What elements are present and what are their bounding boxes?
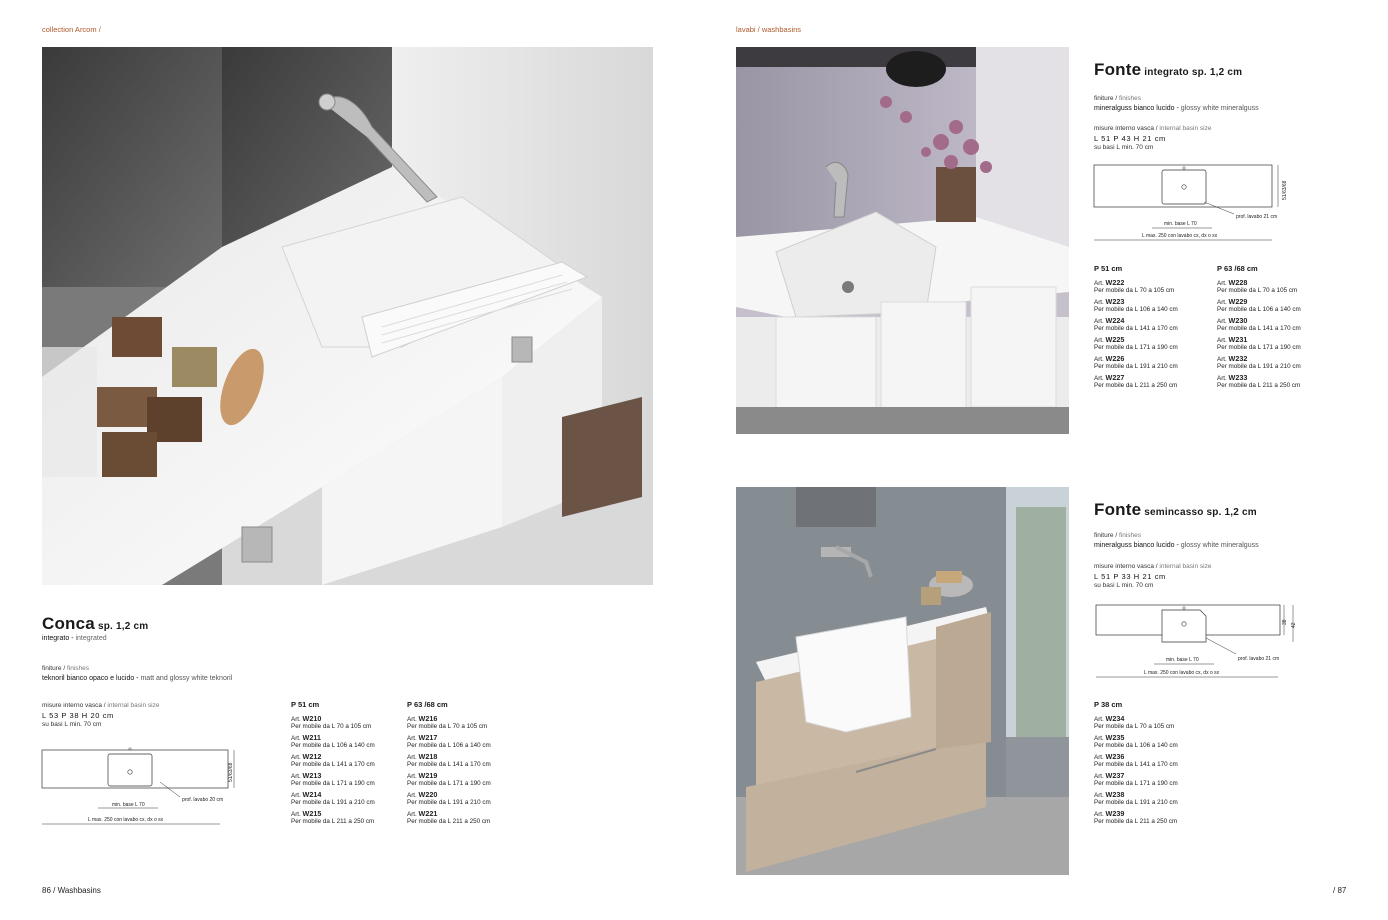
article-prefix: Art. — [1217, 337, 1227, 344]
article-code: W235 — [1105, 733, 1125, 742]
fonte-integrato-finishes-label: finiture / finishes — [1094, 95, 1141, 102]
conca-finishes-label-en: finishes — [66, 665, 89, 672]
article-item — [1094, 279, 1209, 295]
article-item — [1217, 336, 1337, 352]
article-prefix: Art. — [291, 773, 301, 780]
article-prefix: Art. — [1094, 811, 1104, 818]
article-item — [1094, 374, 1209, 390]
article-description: Per mobile da L 171 a 190 cm — [291, 780, 375, 788]
fonte-integrato-size-label-it: misure interno vasca — [1094, 125, 1154, 132]
article-item — [1094, 317, 1209, 333]
article-item — [291, 753, 401, 769]
article-prefix: Art. — [407, 716, 417, 723]
article-prefix: Art. — [1094, 375, 1104, 382]
article-code: W225 — [1105, 335, 1125, 344]
fonte-semincasso-size-label: misure interno vasca / internal basin size — [1094, 563, 1212, 570]
article-code: W227 — [1105, 373, 1125, 382]
article-item — [291, 791, 401, 807]
fonte-semincasso-finishes-en: glossy white mineralguss — [1180, 542, 1259, 549]
article-prefix: Art. — [407, 792, 417, 799]
article-item — [291, 715, 401, 731]
fonte-integrato-col1-header: P 51 cm — [1094, 264, 1123, 273]
article-code: W222 — [1105, 278, 1125, 287]
article-code: W218 — [418, 752, 438, 761]
fonte-semincasso-column-p38 — [1094, 700, 1209, 829]
article-code: W223 — [1105, 297, 1125, 306]
article-item — [407, 791, 517, 807]
article-item — [291, 810, 401, 826]
fonte-integrato-diagram-depth: 51/63/68 — [1282, 180, 1288, 200]
article-code: W224 — [1105, 316, 1125, 325]
conca-finishes: teknoril bianco opaco e lucido - matt and glossy white teknoril — [42, 675, 233, 682]
article-code: W221 — [418, 809, 438, 818]
fonte-semincasso-diagram-minbase: min. base L 70 — [1166, 657, 1199, 663]
article-description: Per mobile da L 106 a 140 cm — [1094, 742, 1178, 750]
article-code: W238 — [1105, 790, 1125, 799]
article-item — [291, 772, 401, 788]
article-prefix: Art. — [1094, 299, 1104, 306]
fonte-integrato-title — [1094, 60, 1242, 80]
article-code: W237 — [1105, 771, 1125, 780]
article-code: W230 — [1228, 316, 1248, 325]
article-description: Per mobile da L 70 a 105 cm — [1094, 723, 1175, 731]
article-item — [1217, 355, 1337, 371]
article-prefix: Art. — [1094, 280, 1104, 287]
article-description: Per mobile da L 70 a 105 cm — [291, 723, 372, 731]
article-description: Per mobile da L 141 a 170 cm — [1094, 761, 1178, 769]
article-code: W214 — [302, 790, 322, 799]
fonte-semincasso-finishes-label-en: finishes — [1118, 532, 1141, 539]
conca-size-label-it: misure interno vasca — [42, 702, 102, 709]
article-item — [1094, 715, 1209, 731]
article-item — [1094, 791, 1209, 807]
article-description: Per mobile da L 106 a 140 cm — [291, 742, 375, 750]
article-description: Per mobile da L 211 a 250 cm — [1094, 382, 1178, 390]
article-item — [1094, 753, 1209, 769]
article-prefix: Art. — [1094, 337, 1104, 344]
fonte-integrato-col2-header: P 63 /68 cm — [1217, 264, 1258, 273]
fonte-integrato-finishes-label-en: finishes — [1118, 95, 1141, 102]
article-code: W217 — [418, 733, 438, 742]
fonte-semincasso-diagram-prof: prof. lavabo 21 cm — [1238, 656, 1280, 662]
article-description: Per mobile da L 70 a 105 cm — [1217, 287, 1298, 295]
conca-diagram-lmax: L max. 250 con lavabo cx, dx o sx — [88, 817, 164, 823]
conca-diagram-depth: 51/63/68 — [228, 762, 234, 782]
article-code: W239 — [1105, 809, 1125, 818]
article-prefix: Art. — [407, 773, 417, 780]
article-description: Per mobile da L 70 a 105 cm — [1094, 287, 1175, 295]
article-item — [407, 810, 517, 826]
article-item — [1094, 336, 1209, 352]
article-description: Per mobile da L 106 a 140 cm — [407, 742, 491, 750]
article-code: W233 — [1228, 373, 1248, 382]
fonte-integrato-size: L 51 P 43 H 21 cm — [1094, 134, 1166, 143]
fonte-semincasso-base: su basi L min. 70 cm — [1094, 582, 1154, 589]
fonte-integrato-size-label-en: internal basin size — [1159, 125, 1212, 132]
conca-diagram-minbase: min. base L 70 — [112, 802, 145, 808]
article-code: W236 — [1105, 752, 1125, 761]
article-description: Per mobile da L 211 a 250 cm — [407, 818, 491, 826]
fonte-integrato-diagram-lmax: L max. 250 con lavabo cx, dx o sx — [1142, 233, 1218, 239]
article-code: W232 — [1228, 354, 1248, 363]
conca-base: su basi L min. 70 cm — [42, 721, 102, 728]
article-description: Per mobile da L 191 a 210 cm — [1094, 363, 1178, 371]
conca-col1-header: P 51 cm — [291, 700, 320, 709]
page-footer-left: 86 / Washbasins — [42, 886, 101, 895]
article-code: W229 — [1228, 297, 1248, 306]
conca-subtitle: integrato - integrated — [42, 635, 107, 642]
article-code: W231 — [1228, 335, 1248, 344]
article-description: Per mobile da L 191 a 210 cm — [407, 799, 491, 807]
article-item — [1094, 772, 1209, 788]
page-header-right: lavabi / washbasins — [736, 25, 802, 34]
fonte-semincasso-finishes-label: finiture / finishes — [1094, 532, 1141, 539]
article-description: Per mobile da L 191 a 210 cm — [1217, 363, 1301, 371]
article-prefix: Art. — [1094, 792, 1104, 799]
conca-size: L 53 P 38 H 20 cm — [42, 711, 114, 720]
article-code: W228 — [1228, 278, 1248, 287]
article-prefix: Art. — [1094, 735, 1104, 742]
article-prefix: Art. — [291, 792, 301, 799]
fonte-semincasso-title-main: Fonte — [1094, 500, 1142, 519]
article-code: W220 — [418, 790, 438, 799]
conca-title-suffix: sp. 1,2 cm — [97, 621, 149, 632]
fonte-integrato-column-p51 — [1094, 264, 1209, 393]
article-prefix: Art. — [1094, 773, 1104, 780]
article-description: Per mobile da L 70 a 105 cm — [407, 723, 488, 731]
fonte-semincasso-finishes-it: mineralguss bianco lucido — [1094, 542, 1175, 549]
fonte-semincasso-diagram-depth-b: 42 — [1291, 622, 1297, 628]
fonte-semincasso-diagram-lmax: L max. 250 con lavabo cx, dx o sx — [1144, 670, 1220, 676]
article-prefix: Art. — [291, 754, 301, 761]
article-description: Per mobile da L 106 a 140 cm — [1094, 306, 1178, 314]
article-description: Per mobile da L 191 a 210 cm — [1094, 799, 1178, 807]
fonte-integrato-diagram-prof: prof. lavabo 21 cm — [1236, 214, 1278, 220]
article-prefix: Art. — [1094, 356, 1104, 363]
article-prefix: Art. — [1094, 318, 1104, 325]
article-prefix: Art. — [407, 735, 417, 742]
article-prefix: Art. — [1217, 280, 1227, 287]
conca-size-label-en: internal basin size — [107, 702, 160, 709]
fonte-semincasso-col1-header: P 38 cm — [1094, 700, 1123, 709]
fonte-integrato-title-suffix: integrato sp. 1,2 cm — [1144, 67, 1243, 78]
article-prefix: Art. — [407, 754, 417, 761]
fonte-semincasso-finishes-label-it: finiture — [1094, 532, 1114, 539]
fonte-integrato-finishes-en: glossy white mineralguss — [1180, 105, 1259, 112]
fonte-integrato-photo — [736, 47, 1069, 434]
article-description: Per mobile da L 211 a 250 cm — [291, 818, 375, 826]
fonte-integrato-finishes-label-it: finiture — [1094, 95, 1114, 102]
conca-column-p63-68 — [407, 700, 517, 829]
fonte-semincasso-diagram-depth-a: 38 — [1282, 619, 1288, 625]
article-description: Per mobile da L 191 a 210 cm — [291, 799, 375, 807]
conca-column-p51 — [291, 700, 401, 829]
article-prefix: Art. — [407, 811, 417, 818]
article-code: W216 — [418, 714, 438, 723]
conca-diagram-prof: prof. lavabo 20 cm — [182, 797, 224, 803]
article-item — [407, 753, 517, 769]
conca-size-label: misure interno vasca / internal basin size — [42, 702, 160, 709]
article-item — [1094, 355, 1209, 371]
fonte-integrato-column-p63-68 — [1217, 264, 1337, 393]
fonte-integrato-title-main: Fonte — [1094, 60, 1142, 79]
conca-finishes-it: teknoril bianco opaco e lucido — [42, 675, 135, 682]
article-code: W226 — [1105, 354, 1125, 363]
fonte-integrato-diagram-minbase: min. base L 70 — [1164, 221, 1197, 227]
article-prefix: Art. — [1217, 375, 1227, 382]
article-description: Per mobile da L 106 a 140 cm — [1217, 306, 1301, 314]
conca-finishes-label-it: finiture — [42, 665, 62, 672]
article-description: Per mobile da L 141 a 170 cm — [407, 761, 491, 769]
article-prefix: Art. — [1217, 356, 1227, 363]
article-code: W213 — [302, 771, 322, 780]
article-description: Per mobile da L 211 a 250 cm — [1094, 818, 1178, 826]
article-description: Per mobile da L 171 a 190 cm — [407, 780, 491, 788]
conca-diagram — [40, 742, 240, 830]
fonte-integrato-base: su basi L min. 70 cm — [1094, 144, 1154, 151]
article-description: Per mobile da L 141 a 170 cm — [1094, 325, 1178, 333]
fonte-integrato-finishes-it: mineralguss bianco lucido — [1094, 105, 1175, 112]
article-prefix: Art. — [291, 716, 301, 723]
article-code: W211 — [302, 733, 321, 742]
fonte-semincasso-finishes: mineralguss bianco lucido - glossy white mineralguss — [1094, 542, 1259, 549]
conca-finishes-en: matt and glossy white teknoril — [140, 675, 233, 682]
fonte-semincasso-size: L 51 P 33 H 21 cm — [1094, 572, 1166, 581]
article-prefix: Art. — [1094, 716, 1104, 723]
fonte-integrato-diagram — [1092, 160, 1292, 244]
article-description: Per mobile da L 211 a 250 cm — [1217, 382, 1301, 390]
fonte-semincasso-photo — [736, 487, 1069, 875]
article-code: W234 — [1105, 714, 1125, 723]
article-code: W219 — [418, 771, 438, 780]
article-item — [1094, 734, 1209, 750]
conca-title-main: Conca — [42, 614, 95, 633]
article-item — [1217, 279, 1337, 295]
article-item — [407, 772, 517, 788]
article-prefix: Art. — [291, 735, 301, 742]
article-description: Per mobile da L 171 a 190 cm — [1217, 344, 1301, 352]
article-description: Per mobile da L 141 a 170 cm — [1217, 325, 1301, 333]
article-prefix: Art. — [1094, 754, 1104, 761]
conca-col2-header: P 63 /68 cm — [407, 700, 448, 709]
conca-subtitle-it: integrato — [42, 635, 70, 642]
fonte-semincasso-diagram — [1092, 600, 1302, 682]
article-item — [1217, 317, 1337, 333]
article-description: Per mobile da L 141 a 170 cm — [291, 761, 375, 769]
article-description: Per mobile da L 171 a 190 cm — [1094, 344, 1178, 352]
fonte-integrato-finishes: mineralguss bianco lucido - glossy white mineralguss — [1094, 105, 1259, 112]
article-item — [291, 734, 401, 750]
conca-subtitle-en: integrated — [75, 635, 107, 642]
article-code: W212 — [302, 752, 322, 761]
fonte-semincasso-title-suffix: semincasso sp. 1,2 cm — [1144, 507, 1257, 518]
conca-product-photo — [42, 47, 653, 585]
article-description: Per mobile da L 171 a 190 cm — [1094, 780, 1178, 788]
article-item — [407, 715, 517, 731]
fonte-integrato-size-label: misure interno vasca / internal basin size — [1094, 125, 1212, 132]
article-item — [1094, 298, 1209, 314]
article-prefix: Art. — [1217, 299, 1227, 306]
article-code: W210 — [302, 714, 322, 723]
article-item — [407, 734, 517, 750]
article-item — [1094, 810, 1209, 826]
fonte-semincasso-size-label-en: internal basin size — [1159, 563, 1212, 570]
fonte-semincasso-title — [1094, 500, 1257, 520]
article-item — [1217, 298, 1337, 314]
conca-title — [42, 614, 148, 634]
page-footer-right: / 87 — [1333, 886, 1347, 895]
article-code: W215 — [302, 809, 322, 818]
article-item — [1217, 374, 1337, 390]
fonte-semincasso-size-label-it: misure interno vasca — [1094, 563, 1154, 570]
article-prefix: Art. — [291, 811, 301, 818]
conca-finishes-label: finiture / finishes — [42, 665, 89, 672]
article-prefix: Art. — [1217, 318, 1227, 325]
page-header-left: collection Arcom / — [42, 25, 101, 34]
